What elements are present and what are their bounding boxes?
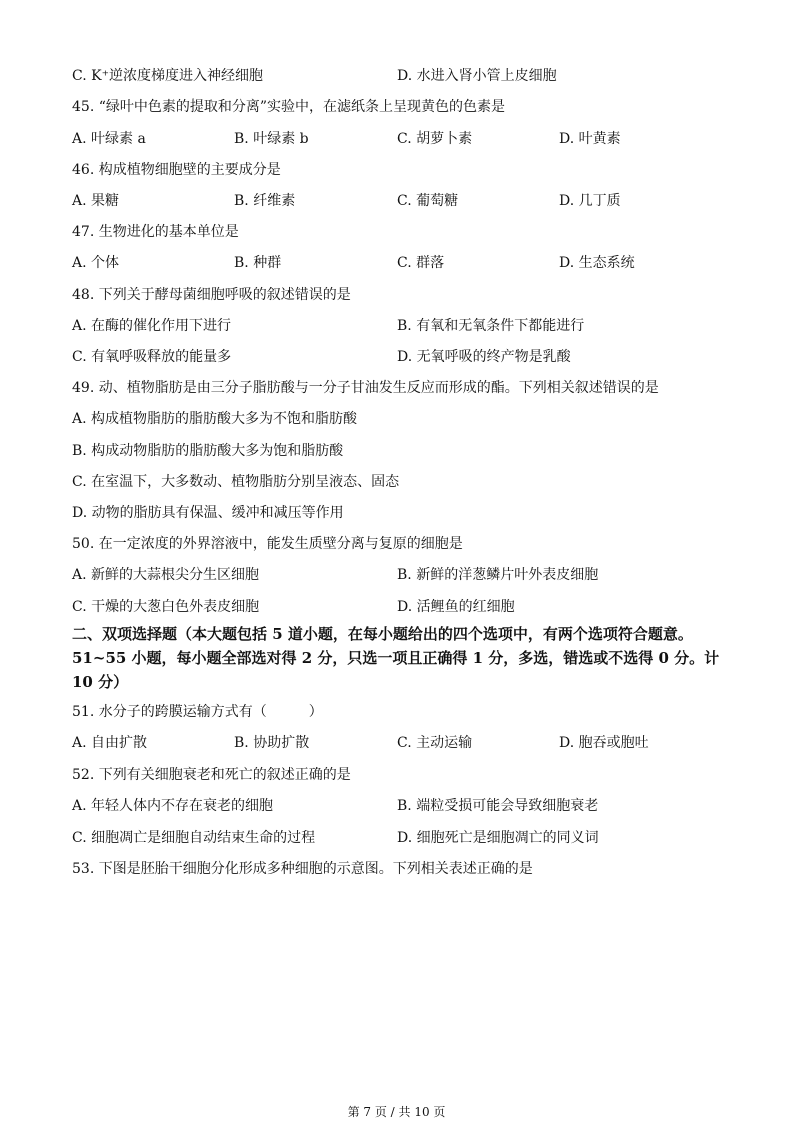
q46-option-c: C. 葡萄糖	[397, 193, 459, 209]
q49-stem: 49. 动、植物脂肪是由三分子脂肪酸与一分子甘油发生反应而形成的酯。下列相关叙述错误的是	[72, 380, 659, 396]
q51-option-c: C. 主动运输	[397, 735, 473, 751]
q48-option-c: C. 有氧呼吸释放的能量多	[72, 349, 232, 365]
q45-stem: 45. “绿叶中色素的提取和分离”实验中，在滤纸条上呈现黄色的色素是	[72, 99, 506, 115]
q45-option-b: B. 叶绿素 b	[234, 131, 309, 147]
q44-option-c: C. K⁺逆浓度梯度进入神经细胞	[72, 68, 263, 84]
page-number: 第 7 页 / 共 10 页	[347, 1105, 446, 1119]
q53-stem: 53. 下图是胚胎干细胞分化形成多种细胞的示意图。下列相关表述正确的是	[72, 861, 533, 877]
q47-option-c: C. 群落	[397, 255, 445, 271]
section-2-heading: 二、双项选择题（本大题包括 5 道小题，在每小题给出的四个选项中，有两个选项符合题意。51~55 小题，每小题全部选对得 2 分，只选一项且正确得 1 分，多选，错选或不选得 0 分。计 10 分）	[72, 625, 720, 691]
q52-option-d: D. 细胞死亡是细胞凋亡的同义词	[397, 830, 599, 846]
q49-option-c: C. 在室温下，大多数动、植物脂肪分别呈液态、固态	[72, 474, 400, 490]
q52-option-b: B. 端粒受损可能会导致细胞衰老	[397, 798, 599, 814]
q50-stem: 50. 在一定浓度的外界溶液中，能发生质壁分离与复原的细胞是	[72, 536, 463, 552]
q52-stem: 52. 下列有关细胞衰老和死亡的叙述正确的是	[72, 767, 351, 783]
q50-option-d: D. 活鲤鱼的红细胞	[397, 599, 515, 615]
q45-option-a: A. 叶绿素 a	[72, 131, 146, 147]
q51-stem: 51. 水分子的跨膜运输方式有（ ）	[72, 704, 323, 720]
q48-option-d: D. 无氧呼吸的终产物是乳酸	[397, 349, 571, 365]
q47-stem: 47. 生物进化的基本单位是	[72, 224, 239, 240]
q48-option-b: B. 有氧和无氧条件下都能进行	[397, 318, 585, 334]
q48-stem: 48. 下列关于酵母菌细胞呼吸的叙述错误的是	[72, 287, 351, 303]
q46-option-d: D. 几丁质	[559, 193, 621, 209]
q49-option-a: A. 构成植物脂肪的脂肪酸大多为不饱和脂肪酸	[72, 411, 358, 427]
q51-option-a: A. 自由扩散	[72, 735, 148, 751]
q45-option-c: C. 胡萝卜素	[397, 131, 473, 147]
q49-option-b: B. 构成动物脂肪的脂肪酸大多为饱和脂肪酸	[72, 443, 344, 459]
q48-option-a: A. 在酶的催化作用下进行	[72, 318, 232, 334]
q46-option-b: B. 纤维素	[234, 193, 296, 209]
q50-option-c: C. 干燥的大葱白色外表皮细胞	[72, 599, 260, 615]
q45-option-d: D. 叶黄素	[559, 131, 621, 147]
q52-option-c: C. 细胞凋亡是细胞自动结束生命的过程	[72, 830, 316, 846]
q47-option-a: A. 个体	[72, 255, 120, 271]
q50-option-b: B. 新鲜的洋葱鳞片叶外表皮细胞	[397, 567, 599, 583]
q47-option-b: B. 种群	[234, 255, 282, 271]
q44-option-d: D. 水进入肾小管上皮细胞	[397, 68, 557, 84]
q50-option-a: A. 新鲜的大蒜根尖分生区细胞	[72, 567, 260, 583]
q49-option-d: D. 动物的脂肪具有保温、缓冲和减压等作用	[72, 505, 344, 521]
q52-option-a: A. 年轻人体内不存在衰老的细胞	[72, 798, 274, 814]
q46-stem: 46. 构成植物细胞壁的主要成分是	[72, 162, 281, 178]
q47-option-d: D. 生态系统	[559, 255, 635, 271]
q46-option-a: A. 果糖	[72, 193, 120, 209]
q51-option-b: B. 协助扩散	[234, 735, 310, 751]
q51-option-d: D. 胞吞或胞吐	[559, 735, 649, 751]
